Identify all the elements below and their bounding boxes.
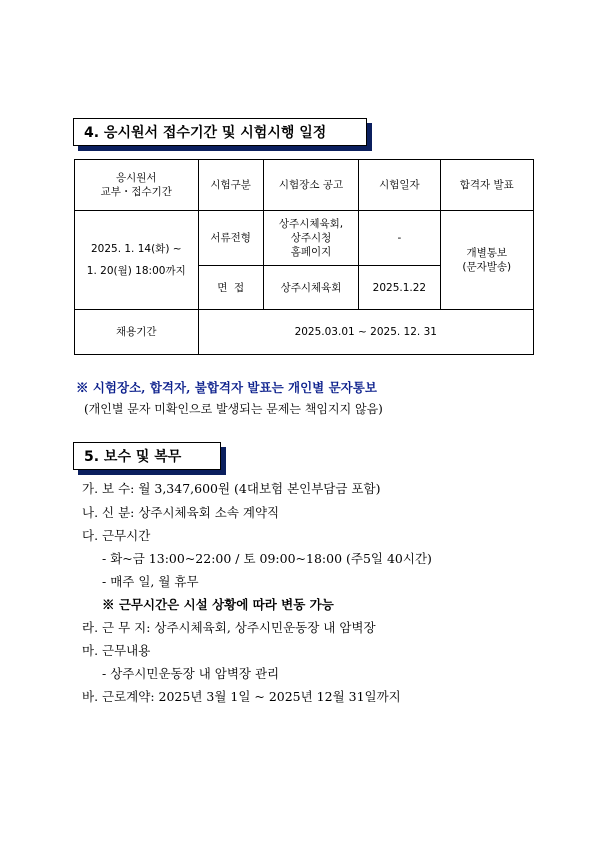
table-header-row bbox=[75, 160, 534, 211]
result-cell bbox=[440, 211, 533, 310]
row1-place-text: 상주시체육회, 상주시청 홈페이지 bbox=[278, 218, 344, 258]
result-text: 개별통보 (문자발송) bbox=[462, 247, 512, 273]
section-4-heading: 4. 응시원서 접수기간 및 시험시행 일정 bbox=[73, 118, 367, 146]
application-period-cell bbox=[75, 211, 199, 310]
table-row bbox=[75, 211, 534, 266]
section-5-heading: 5. 보수 및 복무 bbox=[73, 442, 221, 470]
list-item: 마. 근무내용 bbox=[82, 643, 151, 658]
list-item: - 화~금 13:00~22:00 / 토 09:00~18:00 (주5일 40시간) bbox=[102, 551, 432, 566]
list-item: 라. 근 무 지: 상주시체육회, 상주시민운동장 내 암벽장 bbox=[82, 620, 376, 635]
list-item: 나. 신 분: 상주시체육회 소속 계약직 bbox=[82, 505, 280, 520]
list-item: - 상주시민운동장 내 암벽장 관리 bbox=[102, 666, 280, 681]
list-item: - 매주 일, 월 휴무 bbox=[102, 574, 199, 589]
header-exam-type: 시험구분 bbox=[198, 160, 263, 211]
list-item: ※ 근무시간은 시설 상황에 따라 변동 가능 bbox=[102, 597, 334, 612]
list-item: 가. 보 수: 월 3,347,600원 (4대보험 본인부담금 포함) bbox=[82, 481, 381, 496]
row2-place: 상주시체육회 bbox=[263, 266, 358, 310]
employment-period-row bbox=[75, 310, 534, 355]
exam-schedule-table bbox=[74, 159, 534, 355]
row2-type: 면 접 bbox=[198, 266, 263, 310]
header-result-announcement: 합격자 발표 bbox=[440, 160, 533, 211]
employment-period-label: 채용기간 bbox=[75, 310, 199, 355]
application-period-text: 2025. 1. 14(화) ~ 1. 20(월) 18:00까지 bbox=[86, 243, 186, 277]
row1-type: 서류전형 bbox=[198, 211, 263, 266]
header-application-period bbox=[75, 160, 199, 211]
header-application-period-text: 응시원서 교부・접수기간 bbox=[100, 172, 172, 198]
header-venue-notice: 시험장소 공고 bbox=[263, 160, 358, 211]
header-exam-date: 시험일자 bbox=[359, 160, 440, 211]
notice-bold: ※ 시험장소, 합격자, 불합격자 발표는 개인별 문자통보 bbox=[76, 380, 377, 395]
list-item: 다. 근무시간 bbox=[82, 528, 151, 543]
employment-period-value: 2025.03.01 ~ 2025. 12. 31 bbox=[198, 310, 533, 355]
row1-place bbox=[263, 211, 358, 266]
row2-date: 2025.1.22 bbox=[359, 266, 440, 310]
notice-sub: (개인별 문자 미확인으로 발생되는 문제는 책임지지 않음) bbox=[84, 402, 383, 416]
list-item: 바. 근로계약: 2025년 3월 1일 ~ 2025년 12월 31일까지 bbox=[82, 689, 401, 704]
row1-date: - bbox=[359, 211, 440, 266]
